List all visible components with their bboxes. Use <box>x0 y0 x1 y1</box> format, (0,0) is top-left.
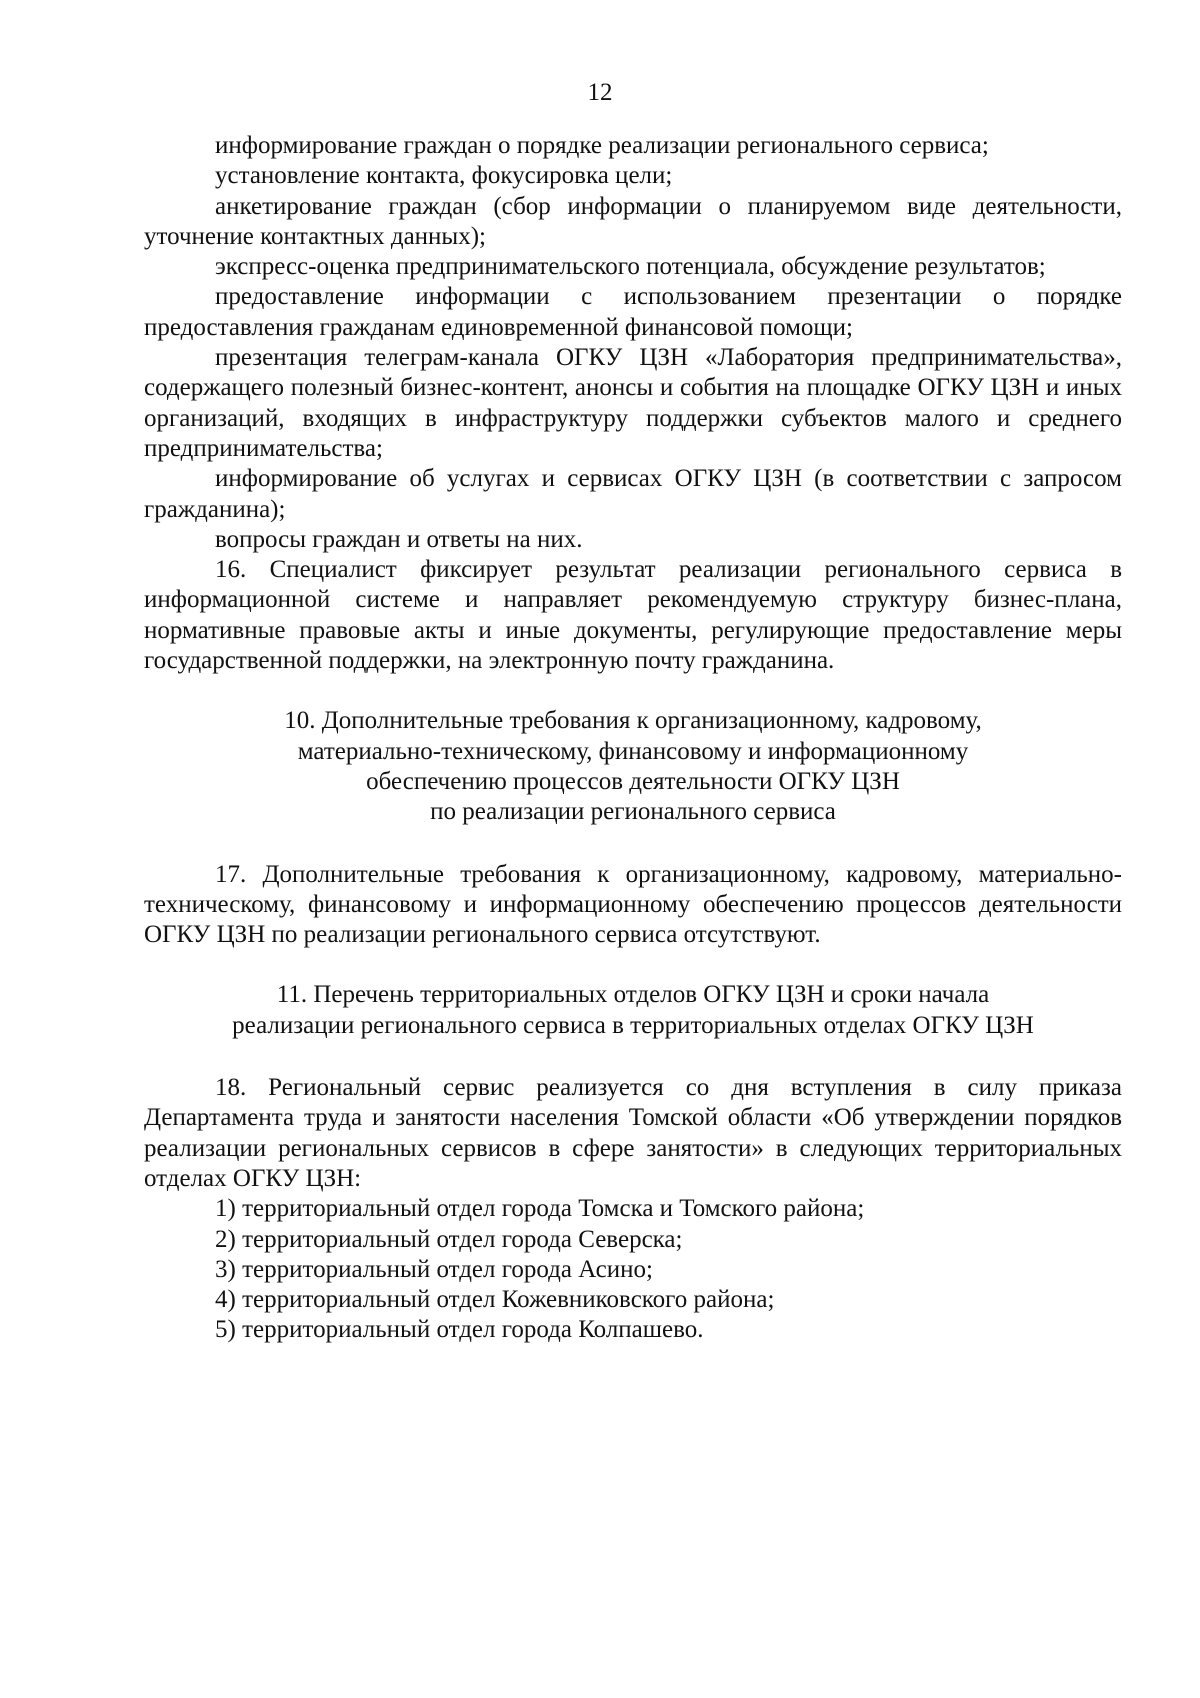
list-item: 1) территориальный отдел города Томска и Томского района; <box>215 1195 865 1223</box>
paragraph-express-assessment: экспресс-оценка предпринимательского потенциала, обсуждение результатов; <box>215 253 1046 281</box>
paragraph-informing-procedure: информирование граждан о порядке реализации регионального сервиса; <box>215 132 989 159</box>
spacer <box>144 828 1122 860</box>
paragraph-survey: анкетирование граждан (сбор информации о планируемом виде деятельности, уточнение контактных данных); <box>144 192 1122 250</box>
heading-line: материально-техническому, финансовому и информационному <box>297 737 969 765</box>
document-body <box>144 131 1122 1346</box>
list-item: 4) территориальный отдел Кожевниковского района; <box>215 1286 775 1314</box>
paragraph-contact-goal: установление контакта, фокусировка цели; <box>215 162 673 190</box>
paragraph-item-18: 18. Региональный сервис реализуется со дня вступления в силу приказа Департамента труда и занятости населения Томской области «Об утверждении порядков реализации региональных сервисов в сфере занятости» в следующих территориальных отделах ОГКУ ЦЗН: <box>144 1074 1122 1192</box>
spacer <box>144 950 1122 980</box>
heading-line: 10. Дополнительные требования к организационному, кадровому, <box>284 707 982 735</box>
paragraph-item-16: 16. Специалист фиксирует результат реализации регионального сервиса в информационной системе и направляет рекомендуемую структуру бизнес-плана, нормативные правовые акты и иные документы, регулирующие предоставление меры государственной поддержки, на электронную почту гражданина. <box>144 556 1122 675</box>
heading-line: 11. Перечень территориальных отделов ОГКУ ЦЗН и сроки начала <box>276 981 990 1009</box>
paragraph-presentation-info: предоставление информации с использованием презентации о порядке предоставления гражданам единовременной финансовой помощи; <box>144 283 1122 341</box>
section-11-heading <box>144 980 1122 1041</box>
paragraph-item-17: 17. Дополнительные требования к организационному, кадровому, материально-техническому, финансовому и информационному обеспечению процессов деятельности ОГКУ ЦЗН по реализации регионального сервиса отсутствуют. <box>144 860 1122 949</box>
spacer <box>144 1041 1122 1073</box>
list-item: 3) территориальный отдел города Асино; <box>215 1255 653 1283</box>
heading-line: обеспечению процессов деятельности ОГКУ ЦЗН <box>366 767 900 795</box>
paragraph-services-info: информирование об услугах и сервисах ОГКУ ЦЗН (в соответствии с запросом гражданина); <box>144 465 1122 523</box>
section-10-heading <box>144 706 1122 827</box>
territorial-departments-list <box>144 1194 1122 1345</box>
heading-line: по реализации регионального сервиса <box>430 798 836 826</box>
spacer <box>144 676 1122 706</box>
list-item: 5) территориальный отдел города Колпашево. <box>215 1316 704 1344</box>
page-number: 12 <box>587 79 613 106</box>
heading-line: реализации регионального сервиса в территориальных отделах ОГКУ ЦЗН <box>232 1011 1034 1039</box>
paragraph-telegram-channel: презентация телеграм-канала ОГКУ ЦЗН «Лаборатория предпринимательства», содержащего полезный бизнес-контент, анонсы и события на площадке ОГКУ ЦЗН и иных организаций, входящих в инфраструктуру поддержки субъектов малого и среднего предпринимательства; <box>144 344 1122 462</box>
paragraph-questions-answers: вопросы граждан и ответы на них. <box>215 525 583 553</box>
list-item: 2) территориальный отдел города Северска; <box>215 1225 683 1253</box>
